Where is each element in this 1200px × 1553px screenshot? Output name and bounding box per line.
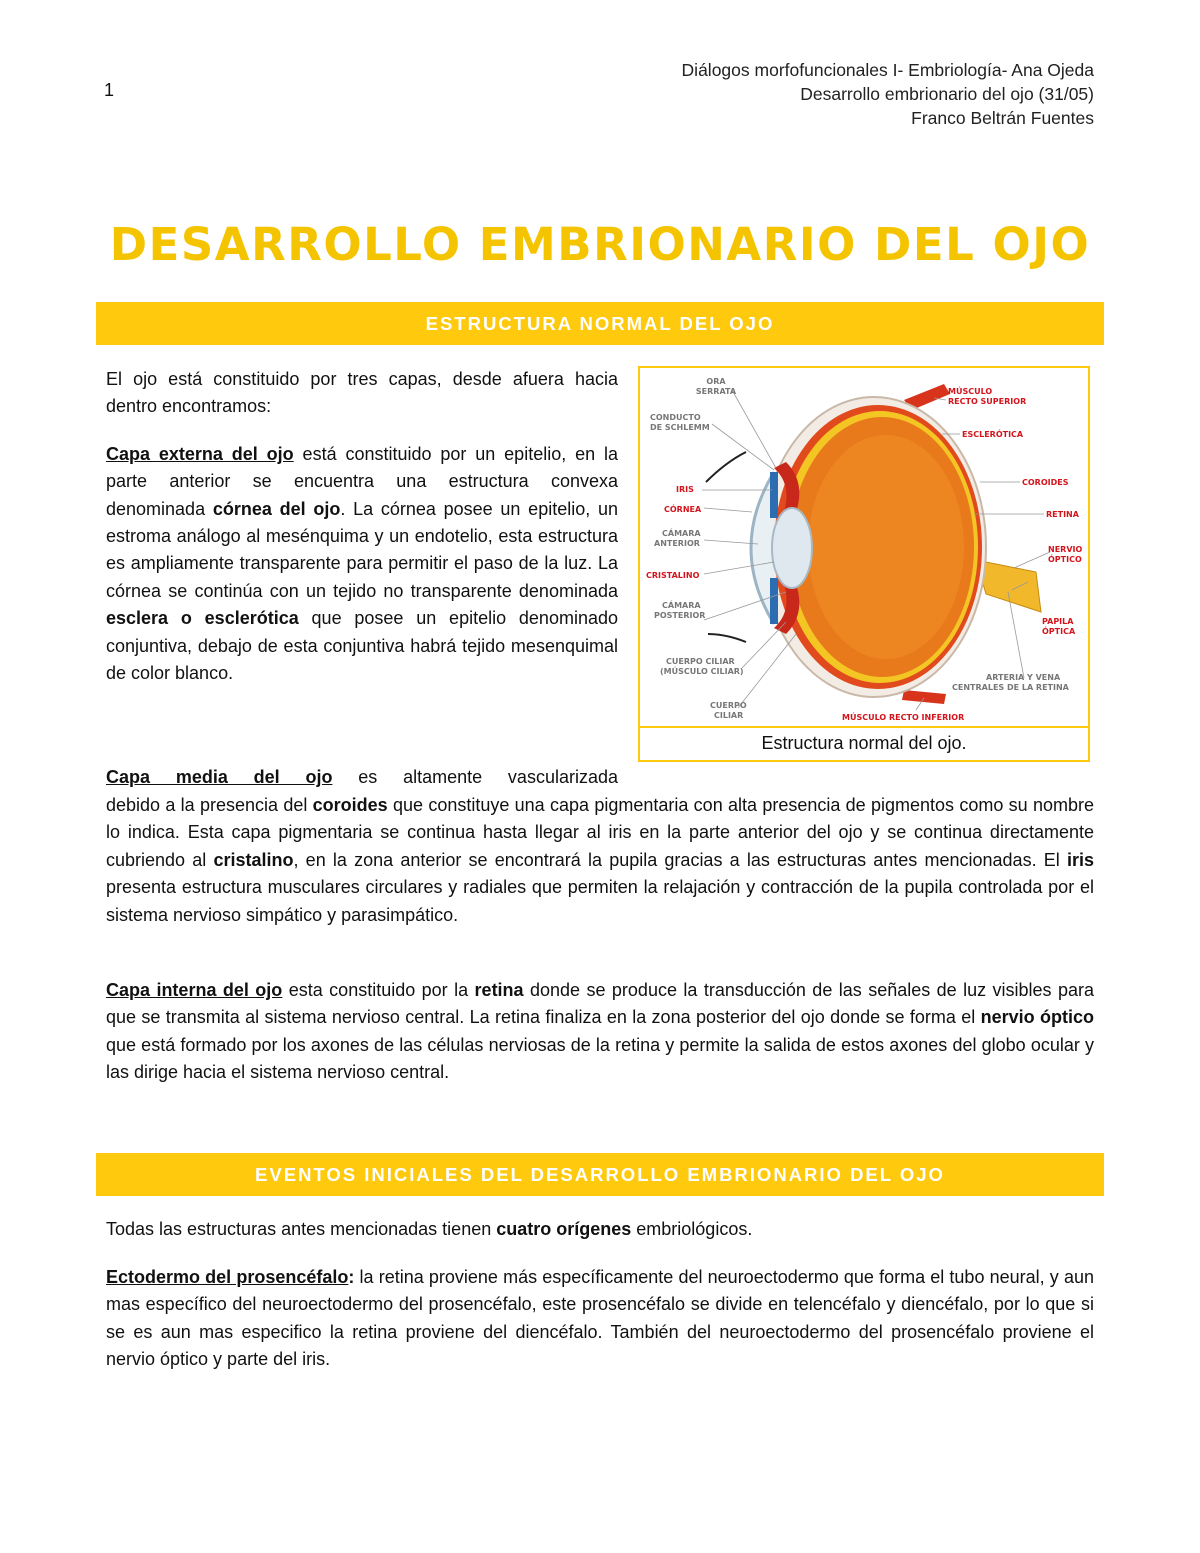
label-musculo-sup-1: MÚSCULO: [948, 387, 993, 396]
capa-interna-label: Capa interna del ojo: [106, 980, 283, 1000]
label-cristalino: CRISTALINO: [646, 571, 700, 580]
text-run: donde se produce la transducción de las señales de luz visibles para que se transmita al sistema nervioso central. La retina finaliza en la zona posterior del ojo donde se forma el: [106, 980, 1095, 1028]
inferior-rectus-shape: [902, 690, 946, 704]
text-run: la retina proviene más específicamente del neuroectodermo que forma el tubo neural, y aun mas específico del neuroectodermo del prosencéfalo, este prosencéfalo se divide en telencéfalo y diencéfalo, por lo que si se es aun mas especifico la retina proviene del diencéfalo. También del neuroectodermo del prosencéfalo proviene el nervio óptico y parte del iris.: [106, 1267, 1094, 1370]
label-ora-2: SERRATA: [695, 387, 737, 396]
term-cuatro-origenes: cuatro orígenes: [496, 1219, 632, 1239]
label-esclerotica: ESCLERÓTICA: [962, 430, 1024, 439]
label-ciliar-1: CUERPO: [710, 701, 747, 710]
lens-shape: [772, 508, 812, 588]
section-heading-estructura: ESTRUCTURA NORMAL DEL OJO: [96, 302, 1104, 345]
ectodermo-label: Ectodermo del prosencéfalo: [106, 1267, 349, 1287]
vitreous-highlight: [808, 435, 964, 659]
label-nervio-2: ÓPTICO: [1048, 555, 1082, 564]
capa-media-paragraph: [106, 792, 1094, 929]
capa-media-label: Capa media del ojo: [106, 767, 333, 787]
label-arteria-2: CENTRALES DE LA RETINA: [952, 683, 1069, 692]
origenes-paragraph: [106, 1216, 1094, 1243]
label-cornea: CÓRNEA: [664, 505, 702, 514]
label-camara-ant-1: CÁMARA: [662, 529, 701, 538]
label-schlemm-1: CONDUCTO: [650, 413, 701, 422]
label-arteria-1: ARTERIA Y VENA: [986, 673, 1061, 682]
text-run: debido a la presencia del: [106, 795, 313, 815]
ectodermo-paragraph: [106, 1264, 1094, 1374]
label-camara-ant-2: ANTERIOR: [654, 539, 700, 548]
label-musculo-sup-2: RECTO SUPERIOR: [948, 397, 1027, 406]
label-schlemm-2: DE SCHLEMM: [650, 423, 710, 432]
label-musculo-inf: MÚSCULO RECTO INFERIOR: [842, 713, 965, 722]
capa-externa-paragraph: [106, 441, 618, 688]
label-camara-post-2: POSTERIOR: [654, 611, 706, 620]
page-number: 1: [104, 80, 115, 100]
text-run: embriológicos.: [631, 1219, 753, 1239]
label-ciliar-musc-1: CUERPO CILIAR: [666, 657, 735, 666]
label-ciliar-musc-2: (MÚSCULO CILIAR): [660, 667, 744, 676]
term-coroides: coroides: [312, 795, 388, 815]
text-run: , en la zona anterior se encontrará la pupila gracias a las estructuras antes mencionadas. El: [293, 849, 1067, 870]
eye-anatomy-figure: [638, 366, 1090, 762]
figure-caption: Estructura normal del ojo.: [640, 726, 1088, 760]
text-run: está constituido por un epitelio, en la parte anterior se encuentra una estructura convexa denominada: [106, 443, 618, 519]
text-run: presenta estructura musculares circulares y radiales que permiten la relajación y contracción de la pupila controlada por el sistema nervioso simpático y parasimpático.: [106, 877, 1094, 925]
eyelash-top: [706, 452, 746, 482]
term-iris: iris: [1066, 849, 1094, 870]
text-run: que está formado por los axones de las células nerviosas de la retina y permite la salida de estos axones del globo ocular y las dirige hacia el sistema nervioso central.: [106, 1034, 1094, 1083]
label-retina: RETINA: [1046, 510, 1079, 519]
header-course: Diálogos morfofuncionales I- Embriología- Ana Ojeda: [681, 60, 1094, 80]
term-cornea: córnea del ojo: [212, 498, 341, 519]
capa-interna-paragraph: [106, 977, 1094, 1087]
term-cristalino: cristalino: [213, 849, 294, 870]
capa-externa-label: Capa externa del ojo: [106, 443, 294, 464]
text-run: esta constituido por la: [282, 980, 475, 1000]
term-nervio-optico: nervio óptico: [980, 1007, 1094, 1028]
section-heading-eventos: EVENTOS INICIALES DEL DESARROLLO EMBRIONARIO DEL OJO: [96, 1153, 1104, 1196]
header-topic: Desarrollo embrionario del ojo (31/05): [800, 84, 1094, 104]
label-ora-1: ORA: [706, 377, 726, 386]
label-papila-2: ÓPTICA: [1042, 627, 1076, 636]
eye-diagram: [646, 372, 1082, 728]
term-esclera: esclera o esclerótica: [106, 608, 299, 629]
intro-paragraph: El ojo está constituido por tres capas, desde afuera hacia dentro encontramos:: [106, 369, 618, 417]
text-run: Todas las estructuras antes mencionadas tienen: [106, 1219, 497, 1239]
label-camara-post-1: CÁMARA: [662, 601, 701, 610]
header-author: Franco Beltrán Fuentes: [911, 108, 1094, 128]
capa-media-first-line: [106, 764, 618, 791]
document-header: [682, 58, 1094, 130]
document-title: DESARROLLO EMBRIONARIO DEL OJO: [109, 218, 1091, 271]
iris-top: [770, 472, 778, 518]
text-run: :: [348, 1267, 355, 1287]
text-run: es altamente vascularizada: [332, 767, 618, 787]
label-papila-1: PAPILA: [1042, 617, 1074, 626]
term-retina: retina: [474, 980, 524, 1000]
label-nervio-1: NERVIO: [1048, 545, 1082, 554]
text-run: que posee un epitelio denominado conjuntiva, debajo de esta conjuntiva habrá tejido mesenquimal de color blanco.: [106, 608, 618, 684]
label-iris: IRIS: [676, 485, 694, 494]
label-ciliar-2: CILIAR: [714, 711, 744, 720]
label-coroides: COROIDES: [1022, 478, 1069, 487]
text-run: que constituye una capa pigmentaria con alta presencia de pigmentos como su nombre lo indica. Esta capa pigmentaria se continua hasta llegar al iris en la parte anterior del ojo y se continua directamente cubriendo al: [106, 795, 1095, 870]
text-run: . La córnea posee un epitelio, un estroma análogo al mesénquima y un endotelio, esta estructura es ampliamente transparente para permitir el paso de la luz. La córnea se continúa con un tejido no transparente denominada: [106, 498, 618, 601]
eyelash-bottom: [708, 634, 746, 642]
intro-column: [106, 366, 618, 687]
iris-bottom: [770, 578, 778, 624]
